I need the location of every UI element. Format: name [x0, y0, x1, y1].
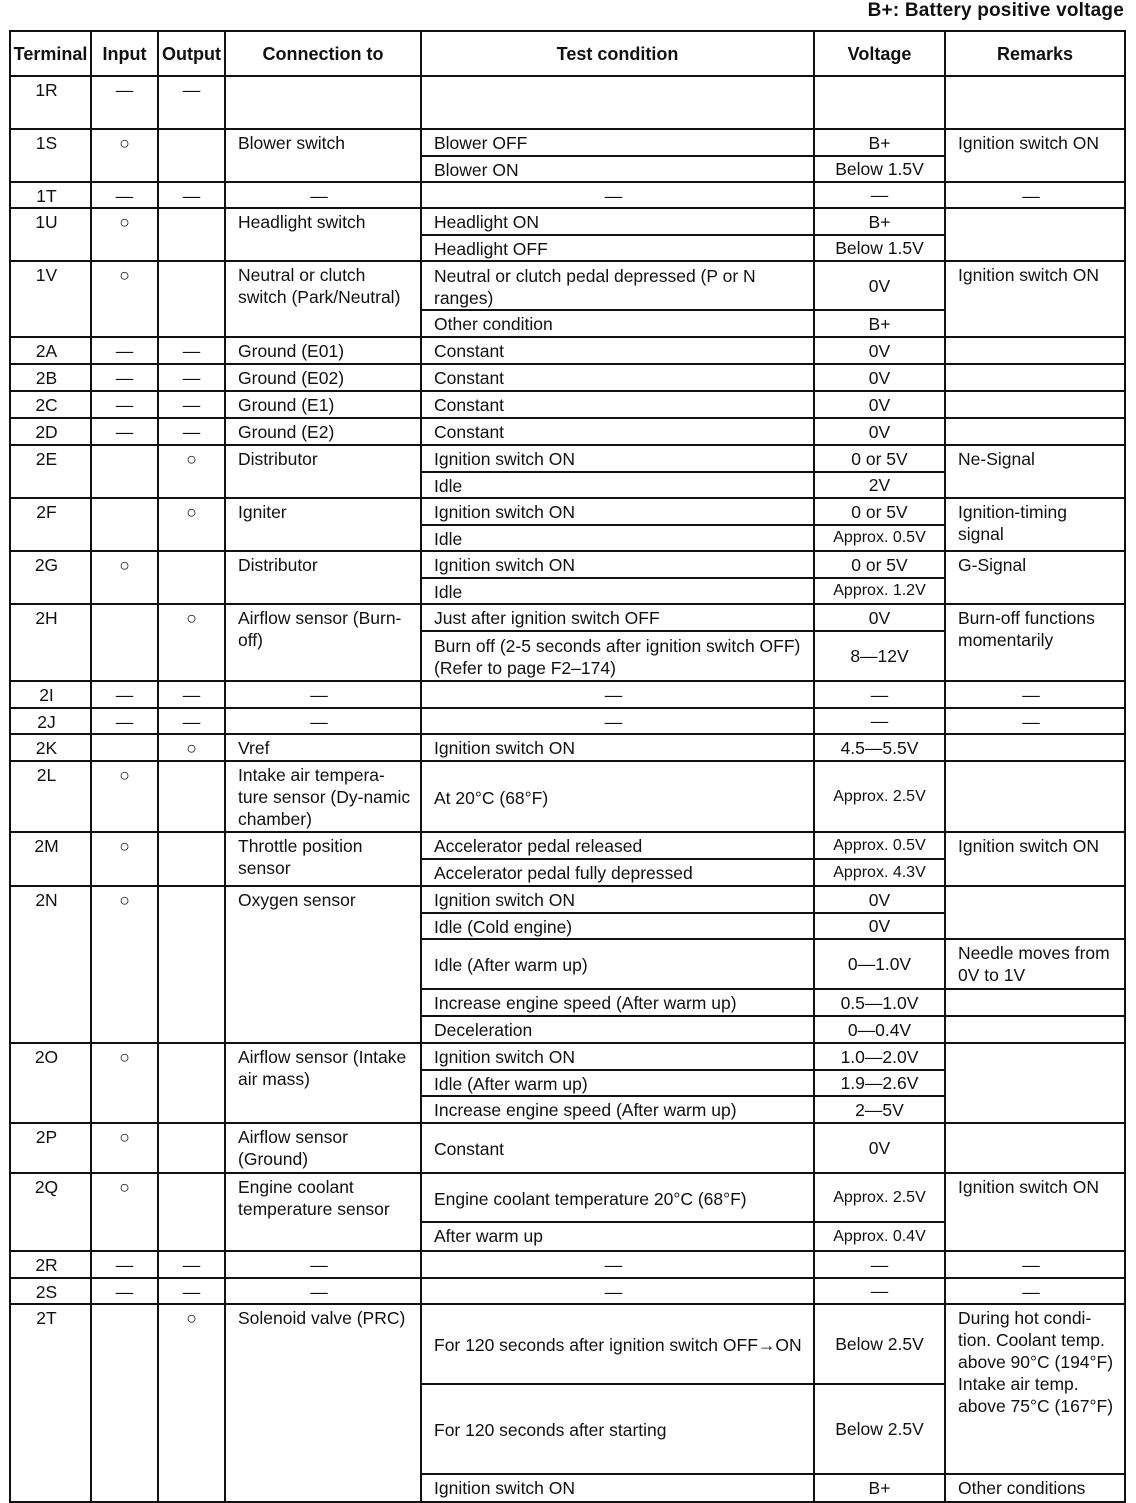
table-row — [10, 1173, 1125, 1222]
voltage-cell: — — [814, 182, 945, 208]
connection-cell: Igniter — [225, 498, 421, 551]
test-condition-cell: Accelerator pedal released — [421, 832, 814, 859]
header-row — [10, 31, 1125, 76]
output-cell: — — [158, 391, 225, 418]
test-condition-cell: Blower ON — [421, 156, 814, 182]
voltage-cell: B+ — [814, 310, 945, 337]
remarks-cell — [945, 364, 1125, 391]
output-cell: — — [158, 182, 225, 208]
remarks-cell: — — [945, 681, 1125, 708]
voltage-cell: Approx. 0.5V — [814, 525, 945, 551]
connection-cell: Airflow sensor (Ground) — [225, 1123, 421, 1173]
voltage-cell: Approx. 2.5V — [814, 1173, 945, 1222]
voltage-cell: 0 or 5V — [814, 551, 945, 578]
table-row — [10, 1304, 1125, 1384]
remarks-cell — [945, 76, 1125, 129]
connection-cell: Throttle position sensor — [225, 832, 421, 886]
table-row — [10, 208, 1125, 235]
remarks-cell: — — [945, 182, 1125, 208]
connection-cell: — — [225, 1251, 421, 1278]
voltage-cell: 0—0.4V — [814, 1016, 945, 1043]
test-condition-cell: — — [421, 681, 814, 708]
remarks-cell: Burn-off functions momentarily — [945, 604, 1125, 681]
voltage-cell: Approx. 0.4V — [814, 1222, 945, 1251]
input-cell: ○ — [91, 551, 158, 604]
terminal-cell: 1V — [10, 261, 91, 337]
table-row — [10, 261, 1125, 310]
output-cell: — — [158, 76, 225, 129]
terminal-cell: 2H — [10, 604, 91, 681]
remarks-cell: — — [945, 708, 1125, 734]
terminal-cell: 2C — [10, 391, 91, 418]
voltage-cell: 0V — [814, 1123, 945, 1173]
table-row — [10, 391, 1125, 418]
remarks-cell-empty — [945, 1016, 1125, 1043]
voltage-cell: B+ — [814, 129, 945, 156]
output-cell: ○ — [158, 734, 225, 761]
connection-cell: — — [225, 681, 421, 708]
test-condition-cell: Headlight ON — [421, 208, 814, 235]
header-remarks: Remarks — [945, 31, 1125, 76]
connection-cell: Ground (E01) — [225, 337, 421, 364]
output-cell — [158, 551, 225, 604]
voltage-legend: B+: Battery positive voltage — [867, 0, 1124, 21]
input-cell: — — [91, 1278, 158, 1304]
test-condition-cell: Constant — [421, 418, 814, 445]
test-condition-cell: Idle — [421, 472, 814, 498]
test-condition-cell: Deceleration — [421, 1016, 814, 1043]
remarks-cell — [945, 337, 1125, 364]
voltage-cell: 0V — [814, 886, 945, 913]
voltage-cell: 4.5—5.5V — [814, 734, 945, 761]
test-condition-cell: Constant — [421, 391, 814, 418]
input-cell: ○ — [91, 832, 158, 886]
input-cell: — — [91, 337, 158, 364]
remarks-cell: Ignition switch ON — [945, 1173, 1125, 1251]
terminal-cell: 2B — [10, 364, 91, 391]
output-cell: — — [158, 681, 225, 708]
test-condition-cell — [421, 76, 814, 129]
voltage-cell: 0.5—1.0V — [814, 989, 945, 1016]
terminal-cell: 2O — [10, 1043, 91, 1123]
test-condition-cell: Ignition switch ON — [421, 1043, 814, 1070]
table-row — [10, 1251, 1125, 1278]
terminal-cell: 2S — [10, 1278, 91, 1304]
voltage-cell: Below 1.5V — [814, 235, 945, 261]
voltage-cell: 0V — [814, 261, 945, 310]
input-cell: ○ — [91, 1173, 158, 1251]
voltage-cell: 0V — [814, 391, 945, 418]
terminal-cell: 1T — [10, 182, 91, 208]
voltage-cell: 2V — [814, 472, 945, 498]
connection-cell: — — [225, 182, 421, 208]
connection-cell: Engine coolant temperature sensor — [225, 1173, 421, 1251]
header-terminal: Terminal — [10, 31, 91, 76]
test-condition-cell: Ignition switch ON — [421, 734, 814, 761]
remarks-cell: Ignition switch ON — [945, 261, 1125, 337]
voltage-cell: Below 1.5V — [814, 156, 945, 182]
voltage-cell: 0 or 5V — [814, 445, 945, 472]
output-cell — [158, 129, 225, 182]
table-row — [10, 182, 1125, 208]
terminal-cell: 2G — [10, 551, 91, 604]
input-cell: ○ — [91, 1043, 158, 1123]
connection-cell: Airflow sensor (Intake air mass) — [225, 1043, 421, 1123]
output-cell — [158, 208, 225, 261]
table-row — [10, 498, 1125, 525]
test-condition-cell: Constant — [421, 1123, 814, 1173]
voltage-cell: Approx. 2.5V — [814, 761, 945, 832]
connection-cell: Ground (E1) — [225, 391, 421, 418]
terminal-cell: 1U — [10, 208, 91, 261]
voltage-cell: — — [814, 708, 945, 734]
voltage-cell: B+ — [814, 1474, 945, 1502]
remarks-cell — [945, 208, 1125, 261]
table-row — [10, 1278, 1125, 1304]
remarks-cell: Needle moves from 0V to 1V — [945, 939, 1125, 989]
voltage-cell: 8—12V — [814, 631, 945, 681]
test-condition-cell: Idle (Cold engine) — [421, 913, 814, 939]
terminal-cell: 2E — [10, 445, 91, 498]
voltage-cell: B+ — [814, 208, 945, 235]
connection-cell: Solenoid valve (PRC) — [225, 1304, 421, 1502]
remarks-cell: Ignition switch ON — [945, 129, 1125, 182]
terminal-cell: 2J — [10, 708, 91, 734]
connection-cell: Headlight switch — [225, 208, 421, 261]
voltage-cell: Approx. 1.2V — [814, 578, 945, 604]
remarks-cell — [945, 391, 1125, 418]
test-condition-cell: Other condition — [421, 310, 814, 337]
output-cell: — — [158, 1251, 225, 1278]
voltage-cell: — — [814, 1278, 945, 1304]
test-condition-cell: Idle (After warm up) — [421, 1070, 814, 1096]
connection-cell: — — [225, 708, 421, 734]
remarks-cell: — — [945, 1251, 1125, 1278]
voltage-cell: 1.0—2.0V — [814, 1043, 945, 1070]
connection-cell: Vref — [225, 734, 421, 761]
table-row — [10, 761, 1125, 832]
voltage-cell: 0V — [814, 364, 945, 391]
output-cell — [158, 1173, 225, 1251]
remarks-cell-empty — [945, 886, 1125, 939]
connection-cell: Ground (E2) — [225, 418, 421, 445]
test-condition-cell: — — [421, 182, 814, 208]
voltage-cell: 0V — [814, 604, 945, 631]
input-cell: ○ — [91, 1123, 158, 1173]
table-row — [10, 129, 1125, 156]
connection-cell — [225, 76, 421, 129]
terminal-cell: 2A — [10, 337, 91, 364]
output-cell: ○ — [158, 445, 225, 498]
test-condition-cell: Constant — [421, 337, 814, 364]
voltage-cell: 0V — [814, 337, 945, 364]
terminal-cell: 2T — [10, 1304, 91, 1502]
output-cell — [158, 261, 225, 337]
output-cell: — — [158, 337, 225, 364]
test-condition-cell: Ignition switch ON — [421, 1474, 814, 1502]
output-cell — [158, 1123, 225, 1173]
table-body — [10, 76, 1125, 1502]
table-row — [10, 1043, 1125, 1070]
input-cell: ○ — [91, 886, 158, 1043]
input-cell: — — [91, 182, 158, 208]
voltage-cell: 0V — [814, 913, 945, 939]
remarks-cell — [945, 761, 1125, 832]
table-row — [10, 832, 1125, 859]
input-cell: — — [91, 364, 158, 391]
test-condition-cell: Burn off (2-5 seconds after ignition switch OFF) (Refer to page F2–174) — [421, 631, 814, 681]
terminal-cell: 2P — [10, 1123, 91, 1173]
connection-cell: Distributor — [225, 445, 421, 498]
output-cell: ○ — [158, 498, 225, 551]
input-cell: — — [91, 418, 158, 445]
test-condition-cell: Increase engine speed (After warm up) — [421, 1096, 814, 1123]
remarks-cell: Ignition-timing signal — [945, 498, 1125, 551]
remarks-cell: Ignition switch ON — [945, 832, 1125, 886]
output-cell: — — [158, 708, 225, 734]
terminal-cell: 2N — [10, 886, 91, 1043]
terminal-cell: 1S — [10, 129, 91, 182]
connection-cell: — — [225, 1278, 421, 1304]
input-cell — [91, 734, 158, 761]
test-condition-cell: Ignition switch ON — [421, 551, 814, 578]
table-row — [10, 708, 1125, 734]
table-row — [10, 1123, 1125, 1173]
test-condition-cell: At 20°C (68°F) — [421, 761, 814, 832]
table-row — [10, 76, 1125, 129]
test-condition-cell: Idle — [421, 578, 814, 604]
remarks-cell: Ne-Signal — [945, 445, 1125, 498]
input-cell: ○ — [91, 261, 158, 337]
test-condition-cell: Headlight OFF — [421, 235, 814, 261]
remarks-cell — [945, 1123, 1125, 1173]
header-voltage: Voltage — [814, 31, 945, 76]
voltage-cell: Below 2.5V — [814, 1384, 945, 1474]
table-row — [10, 364, 1125, 391]
remarks-cell — [945, 734, 1125, 761]
input-cell — [91, 498, 158, 551]
remarks-cell — [945, 418, 1125, 445]
connection-cell: Blower switch — [225, 129, 421, 182]
input-cell: — — [91, 1251, 158, 1278]
input-cell — [91, 604, 158, 681]
test-condition-cell: — — [421, 1278, 814, 1304]
test-condition-cell: Ignition switch ON — [421, 445, 814, 472]
test-condition-cell: Engine coolant temperature 20°C (68°F) — [421, 1173, 814, 1222]
test-condition-cell: Increase engine speed (After warm up) — [421, 989, 814, 1016]
table-row — [10, 734, 1125, 761]
remarks-cell: Other conditions — [945, 1474, 1125, 1502]
voltage-cell: 1.9—2.6V — [814, 1070, 945, 1096]
test-condition-cell: Neutral or clutch pedal depressed (P or N ranges) — [421, 261, 814, 310]
test-condition-cell: After warm up — [421, 1222, 814, 1251]
output-cell: — — [158, 418, 225, 445]
voltage-cell: — — [814, 681, 945, 708]
header-connection: Connection to — [225, 31, 421, 76]
voltage-cell: Below 2.5V — [814, 1304, 945, 1384]
test-condition-cell: Ignition switch ON — [421, 886, 814, 913]
output-cell — [158, 1043, 225, 1123]
header-input: Input — [91, 31, 158, 76]
test-condition-cell: Blower OFF — [421, 129, 814, 156]
table-row — [10, 445, 1125, 472]
voltage-cell: 0—1.0V — [814, 939, 945, 989]
output-cell: — — [158, 364, 225, 391]
connection-cell: Airflow sensor (Burn-off) — [225, 604, 421, 681]
remarks-cell — [945, 1043, 1125, 1123]
table-row — [10, 551, 1125, 578]
connection-cell: Ground (E02) — [225, 364, 421, 391]
terminal-cell: 2M — [10, 832, 91, 886]
output-cell — [158, 761, 225, 832]
connection-cell: Intake air tempera-ture sensor (Dy-namic chamber) — [225, 761, 421, 832]
remarks-cell: G-Signal — [945, 551, 1125, 604]
terminal-cell: 2I — [10, 681, 91, 708]
connection-cell: Oxygen sensor — [225, 886, 421, 1043]
input-cell: — — [91, 391, 158, 418]
input-cell — [91, 445, 158, 498]
voltage-cell: 0 or 5V — [814, 498, 945, 525]
test-condition-cell: Accelerator pedal fully depressed — [421, 859, 814, 886]
voltage-cell: Approx. 0.5V — [814, 832, 945, 859]
input-cell — [91, 1304, 158, 1502]
test-condition-cell: For 120 seconds after starting — [421, 1384, 814, 1474]
test-condition-cell: — — [421, 1251, 814, 1278]
input-cell: — — [91, 76, 158, 129]
output-cell: ○ — [158, 1304, 225, 1502]
terminal-cell: 1R — [10, 76, 91, 129]
test-condition-cell: — — [421, 708, 814, 734]
output-cell: ○ — [158, 604, 225, 681]
terminal-voltage-table — [9, 30, 1126, 1503]
table-row — [10, 681, 1125, 708]
voltage-cell: — — [814, 1251, 945, 1278]
test-condition-cell: Just after ignition switch OFF — [421, 604, 814, 631]
header-output: Output — [158, 31, 225, 76]
connection-cell: Distributor — [225, 551, 421, 604]
terminal-cell: 2F — [10, 498, 91, 551]
input-cell: ○ — [91, 761, 158, 832]
output-cell — [158, 832, 225, 886]
output-cell: — — [158, 1278, 225, 1304]
input-cell: ○ — [91, 129, 158, 182]
terminal-cell: 2R — [10, 1251, 91, 1278]
terminal-cell: 2Q — [10, 1173, 91, 1251]
input-cell: ○ — [91, 208, 158, 261]
test-condition-cell: For 120 seconds after ignition switch OFF→ON — [421, 1304, 814, 1384]
terminal-cell: 2K — [10, 734, 91, 761]
input-cell: — — [91, 681, 158, 708]
connection-cell: Neutral or clutch switch (Park/Neutral) — [225, 261, 421, 337]
voltage-cell: 2—5V — [814, 1096, 945, 1123]
remarks-cell: During hot condi-tion. Coolant temp. above 90°C (194°F) Intake air temp. above 75°C (167°F) — [945, 1304, 1125, 1474]
table-row — [10, 604, 1125, 631]
voltage-cell: 0V — [814, 418, 945, 445]
input-cell: — — [91, 708, 158, 734]
test-condition-cell: Idle (After warm up) — [421, 939, 814, 989]
table-row — [10, 886, 1125, 913]
test-condition-cell: Constant — [421, 364, 814, 391]
header-test-condition: Test condition — [421, 31, 814, 76]
table-row — [10, 337, 1125, 364]
test-condition-cell: Ignition switch ON — [421, 498, 814, 525]
voltage-cell — [814, 76, 945, 129]
table-row — [10, 418, 1125, 445]
voltage-cell: Approx. 4.3V — [814, 859, 945, 886]
remarks-cell: — — [945, 1278, 1125, 1304]
terminal-cell: 2L — [10, 761, 91, 832]
terminal-cell: 2D — [10, 418, 91, 445]
test-condition-cell: Idle — [421, 525, 814, 551]
output-cell — [158, 886, 225, 1043]
remarks-cell-empty — [945, 989, 1125, 1016]
